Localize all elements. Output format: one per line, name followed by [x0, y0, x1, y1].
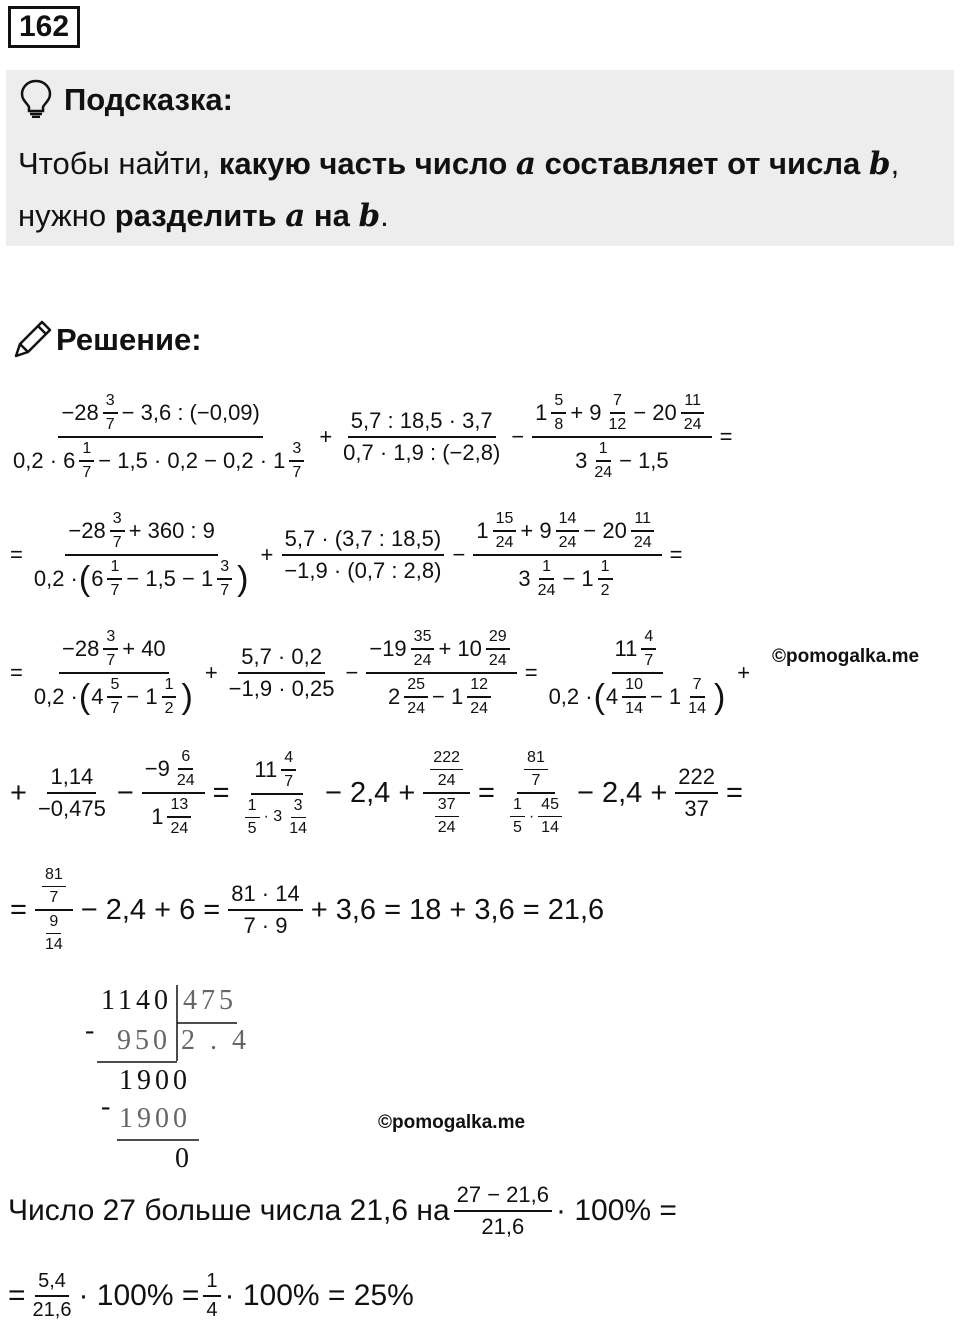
math-text: + 360 : 9: [128, 518, 215, 543]
math-text: 222: [675, 764, 718, 794]
math-text: 2: [388, 684, 401, 709]
fraction: [340, 408, 503, 466]
math-text: 3: [575, 448, 588, 473]
fraction: [423, 749, 470, 837]
math-text: 4: [91, 684, 104, 709]
math-text: 37: [684, 796, 709, 821]
math-text: 222: [430, 749, 463, 770]
math-text: 5: [551, 392, 566, 414]
math-text: 5,4: [35, 1270, 69, 1297]
math-text: 1: [107, 558, 122, 580]
math-text: 7: [110, 582, 120, 599]
fraction: [245, 797, 260, 838]
math-text: 35: [411, 628, 435, 650]
math-text: 14: [44, 936, 63, 953]
math-text: 7: [82, 464, 92, 481]
math-text: − 2,4 +: [576, 776, 668, 809]
math-text: 1: [162, 676, 177, 698]
fraction: [10, 392, 311, 482]
math-text: 24: [633, 534, 652, 551]
paren: (: [78, 678, 91, 716]
math-text: + 3,6 = 18 + 3,6 = 21,6: [310, 893, 605, 926]
hint-bold: на: [305, 198, 359, 233]
math-text: 7: [644, 652, 654, 669]
math-text: 7: [110, 700, 120, 717]
fraction: [535, 558, 559, 600]
math-text: − 1: [649, 684, 682, 709]
math-operator: =: [10, 893, 27, 926]
math-text: 0,2 ·: [33, 566, 78, 591]
math-text: 7: [531, 772, 541, 789]
math-text: 1: [596, 440, 611, 462]
fraction: [226, 644, 338, 702]
math-text: 1: [598, 558, 613, 580]
subtrahend-2: 1900: [119, 1103, 191, 1134]
math-operator: +: [10, 776, 27, 809]
math-text: 12: [467, 676, 491, 698]
math-text: 24: [170, 820, 189, 837]
fraction: [107, 676, 122, 718]
math-operator: −: [116, 776, 134, 809]
math-text: 24: [437, 772, 456, 789]
fraction: [631, 510, 655, 552]
watermark: ©pomogalka.me: [772, 646, 920, 667]
dividend: 1140: [101, 985, 172, 1016]
math-text: 7: [610, 392, 625, 414]
hint-bold: составляет от числа: [535, 146, 869, 181]
math-operator: +: [737, 660, 751, 685]
fraction: [35, 866, 73, 954]
math-text: Число 27 больше числа 21,6 на: [8, 1194, 450, 1227]
math-text: 3: [110, 510, 125, 532]
math-text: 7: [292, 464, 302, 481]
math-text: 7: [284, 772, 294, 790]
math-text: 0,7 · 1,9 : (−2,8): [343, 440, 501, 465]
math-text: 12: [608, 416, 627, 433]
fraction: [556, 510, 580, 552]
fraction: [281, 526, 444, 584]
math-text: 3: [291, 797, 306, 818]
math-text: 5,7 : 18,5 · 3,7: [348, 408, 496, 438]
result-line: [8, 1270, 414, 1322]
math-text: 6: [178, 748, 193, 770]
math-text: 3: [289, 440, 304, 462]
math-text: − 2,4 +: [324, 776, 416, 809]
math-text: 9: [46, 913, 61, 934]
fraction: [524, 749, 548, 790]
math-text: 81 · 14: [228, 881, 303, 911]
math-text: · 3: [263, 808, 283, 825]
math-operator: −: [345, 660, 359, 685]
hint-text: ,: [890, 146, 900, 181]
fraction: [493, 510, 517, 552]
fraction: [467, 676, 491, 718]
hint-title: Подсказка:: [64, 82, 233, 117]
math-text: 5,7 · 0,2: [238, 644, 325, 674]
math-text: 0,2 · 6: [13, 448, 76, 473]
math-text: 24: [407, 700, 426, 717]
math-text: 37: [435, 796, 459, 817]
math-text: · 100% = 25%: [224, 1279, 414, 1312]
math-text: 4: [605, 684, 619, 709]
hint-bold: какую часть число: [218, 146, 516, 181]
math-text: 14: [541, 819, 559, 836]
var-b: b: [358, 198, 381, 234]
math-text: 25: [404, 676, 428, 698]
pencil-icon: [10, 318, 54, 362]
fraction: [79, 440, 94, 482]
math-text: 1,14: [47, 764, 96, 794]
math-text: −0,475: [37, 796, 106, 821]
math-operator: +: [260, 542, 274, 567]
math-text: −1,9 · (0,7 : 2,8): [284, 558, 442, 583]
math-text: 1: [203, 1270, 220, 1297]
fraction: [486, 628, 510, 670]
math-text: 14: [688, 700, 706, 717]
var-a: a: [285, 198, 306, 234]
math-text: 1: [510, 796, 525, 817]
fraction: [31, 510, 253, 600]
math-text: 14: [556, 510, 580, 532]
fraction: [675, 764, 718, 822]
math-line-1: [6, 392, 736, 482]
math-text: 0,2 ·: [33, 684, 78, 709]
math-text: 8: [554, 416, 564, 433]
math-text: 24: [413, 652, 432, 669]
math-text: 1: [151, 804, 164, 829]
math-text: − 1,5 − 1: [126, 566, 214, 591]
math-text: −9: [144, 756, 170, 781]
hint-text: нужно: [18, 198, 115, 233]
fraction: [228, 881, 303, 939]
fraction: [551, 392, 566, 434]
math-text: 21,6: [481, 1214, 525, 1239]
math-text: 3: [103, 392, 118, 414]
fraction: [473, 510, 661, 600]
fraction: [411, 628, 435, 670]
math-text: 14: [289, 819, 307, 837]
math-text: 5: [512, 819, 522, 836]
fraction: [42, 913, 66, 954]
math-operator: =: [524, 660, 538, 685]
math-operator: =: [719, 424, 733, 449]
math-text: 5: [107, 676, 122, 698]
watermark: ©pomogalka.me: [378, 1112, 526, 1133]
math-text: 7: [105, 416, 115, 433]
math-text: 3: [217, 558, 232, 580]
fraction: [107, 558, 122, 600]
math-text: 11: [614, 636, 638, 661]
math-line-3: [6, 628, 754, 718]
math-line-2: [6, 510, 686, 600]
math-operator: =: [478, 776, 495, 809]
math-text: + 9: [570, 400, 602, 425]
fraction: [286, 797, 310, 838]
subtrahend-1: 950: [117, 1025, 171, 1056]
fraction: [510, 796, 525, 837]
math-text: + 10: [438, 636, 482, 661]
math-text: 2: [164, 700, 174, 717]
math-text: 21,6: [32, 1299, 72, 1321]
math-text: 13: [167, 796, 191, 818]
math-text: ·: [528, 807, 535, 825]
math-text: 27 − 21,6: [454, 1182, 552, 1212]
fraction: [366, 628, 516, 718]
math-text: − 20: [633, 400, 677, 425]
fraction: [103, 628, 118, 670]
math-text: 3: [518, 566, 531, 591]
math-text: 6: [91, 566, 104, 591]
fraction: [167, 796, 191, 838]
math-operator: =: [212, 776, 230, 809]
math-line-4: [6, 748, 747, 838]
math-text: 24: [488, 652, 507, 669]
hint-line-1: [18, 146, 899, 182]
solution-title: Решение:: [56, 322, 202, 357]
fraction: [435, 796, 459, 837]
math-text: 24: [558, 534, 577, 551]
math-text: 24: [495, 534, 514, 551]
math-text: 1: [79, 440, 94, 462]
task-number: 162: [8, 6, 80, 48]
math-text: 7: [690, 676, 705, 698]
math-text: −28: [62, 636, 100, 661]
math-text: + 9: [520, 518, 552, 543]
math-text: 4: [281, 749, 296, 771]
fraction: [174, 748, 198, 790]
fraction: [110, 510, 125, 552]
math-operator: −: [452, 542, 466, 567]
math-operator: =: [8, 1279, 26, 1312]
math-text: 5: [247, 819, 257, 837]
fraction: [606, 392, 630, 434]
math-text: − 1: [126, 684, 158, 709]
math-text: 24: [537, 582, 556, 599]
math-text: 4: [641, 628, 656, 650]
math-text: −28: [68, 518, 106, 543]
math-text: 7: [112, 534, 122, 551]
math-text: 24: [437, 819, 456, 836]
math-text: − 2,4 + 6 =: [80, 893, 221, 926]
fraction: [103, 392, 118, 434]
minus-sign: -: [85, 1015, 99, 1046]
math-text: 1: [535, 400, 548, 425]
fraction: [641, 628, 656, 670]
math-text: 45: [538, 796, 562, 817]
math-text: −19: [369, 636, 407, 661]
paren: (: [78, 560, 91, 598]
math-text: 7: [220, 582, 230, 599]
math-text: 2: [600, 582, 610, 599]
hint-bold: разделить: [114, 198, 286, 233]
math-text: 10: [622, 676, 646, 698]
paren: (: [593, 678, 605, 716]
math-text: 3: [103, 628, 118, 650]
fraction: [454, 1182, 552, 1240]
math-text: − 1: [432, 684, 464, 709]
math-text: − 1: [562, 566, 594, 591]
hint-text: .: [380, 198, 389, 233]
math-line-5: [6, 866, 608, 954]
math-text: 24: [683, 416, 702, 433]
fraction: [591, 440, 615, 482]
math-text: −1,9 · 0,25: [228, 676, 335, 701]
divisor: 475: [183, 985, 237, 1016]
math-operator: =: [10, 660, 23, 685]
math-operator: +: [319, 424, 333, 449]
quotient: 2 . 4: [181, 1025, 250, 1056]
math-operator: =: [726, 776, 743, 809]
fraction: [281, 749, 296, 791]
math-text: 1: [476, 518, 489, 543]
hint-line-2: [18, 198, 389, 234]
division-lines: [85, 985, 245, 1155]
fraction: [430, 749, 463, 790]
math-text: 7: [49, 889, 59, 906]
fraction: [203, 1270, 220, 1322]
math-operator: =: [10, 542, 23, 567]
remainder-1: 1900: [119, 1065, 191, 1096]
math-operator: =: [669, 542, 683, 567]
hint-text: Чтобы найти,: [18, 146, 219, 181]
var-b: b: [868, 146, 891, 182]
paren: ): [237, 560, 249, 598]
fraction: [538, 796, 562, 837]
lightbulb-icon: [18, 78, 54, 118]
math-text: 1: [245, 797, 260, 818]
fraction: [35, 764, 109, 822]
fraction: [546, 628, 730, 718]
math-text: 7 · 9: [243, 913, 288, 938]
math-text: 0,2 ·: [548, 684, 593, 709]
paren: ): [713, 678, 726, 716]
fraction: [685, 676, 709, 718]
math-text: 7: [106, 652, 116, 669]
math-operator: +: [204, 660, 218, 685]
fraction: [503, 749, 569, 837]
math-text: 1: [539, 558, 554, 580]
math-text: 24: [594, 464, 613, 481]
math-text: 11: [254, 756, 278, 782]
math-text: 81: [524, 749, 548, 770]
math-text: 11: [681, 392, 704, 414]
fraction: [42, 866, 66, 907]
math-text: 4: [206, 1299, 218, 1321]
math-text: − 1,5 · 0,2 − 0,2 · 1: [98, 448, 286, 473]
percent-line: [8, 1182, 677, 1240]
math-text: · 100% =: [78, 1279, 200, 1312]
fraction: [217, 558, 232, 600]
math-text: 24: [470, 700, 489, 717]
math-text: −28: [61, 400, 99, 425]
math-text: 11: [631, 510, 654, 532]
var-a: a: [515, 146, 536, 182]
math-text: − 1,5: [619, 448, 669, 473]
minus-sign: -: [101, 1091, 115, 1122]
fraction: [162, 676, 177, 718]
math-text: 14: [625, 700, 643, 717]
fraction: [598, 558, 613, 600]
fraction: [532, 392, 711, 482]
remainder-2: 0: [175, 1143, 193, 1174]
math-text: − 20: [583, 518, 627, 543]
math-text: 15: [493, 510, 517, 532]
fraction: [30, 1270, 75, 1322]
fraction: [238, 749, 317, 838]
math-text: · 100% =: [556, 1194, 677, 1227]
math-text: 29: [486, 628, 510, 650]
fraction: [681, 392, 705, 434]
fraction: [622, 676, 646, 718]
math-text: 5,7 · (3,7 : 18,5): [282, 526, 445, 556]
fraction: [289, 440, 304, 482]
math-text: + 40: [122, 636, 166, 661]
math-text: − 3,6 : (−0,09): [121, 400, 260, 425]
fraction: [142, 748, 205, 838]
math-text: 24: [176, 772, 195, 789]
fraction: [31, 628, 197, 718]
math-operator: −: [511, 424, 525, 449]
paren: ): [181, 678, 193, 716]
fraction: [404, 676, 428, 718]
math-text: 81: [42, 866, 66, 887]
